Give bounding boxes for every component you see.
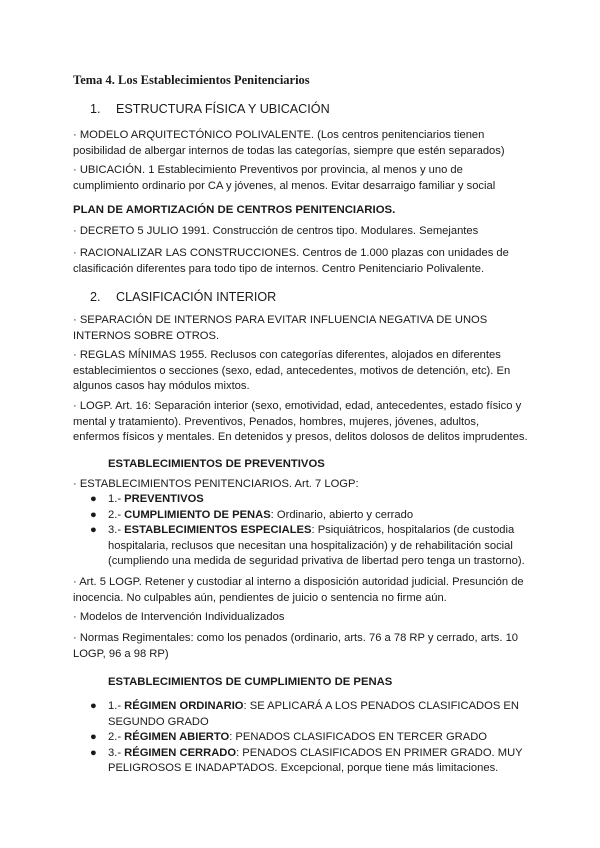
section-heading-1 [73, 102, 528, 118]
list-item: ● 3.- RÉGIMEN CERRADO: PENADOS CLASIFICADOS EN PRIMER GRADO. MUY PELIGROSOS E INADAPTADOS. Excepcional, porque tiene más limitaciones. [90, 746, 523, 775]
preventivos-heading: ESTABLECIMIENTOS DE PREVENTIVOS [108, 458, 325, 470]
list-item: ● 2.- RÉGIMEN ABIERTO: PENADOS CLASIFICADOS EN TERCER GRADO [73, 730, 528, 746]
paragraph-ubicacion: · UBICACIÓN. 1 Establecimiento Preventivos por provincia, al menos y uno de cumplimiento ordinario por CA y jóvenes, al menos. Evitar desarraigo familiar y social [73, 164, 496, 192]
paragraph-reglas: · REGLAS MÍNIMAS 1955. Reclusos con categorías diferentes, alojados en diferentes establecimientos o secciones (sexo, edad, antecedentes, motivos de detención, etc). En algunos casos hay módulos mixtos. [73, 349, 511, 393]
bullet-icon: ● [90, 700, 97, 712]
paragraph-logp16: · LOGP. Art. 16: Separación interior (sexo, emotividad, edad, antecedentes, estado físico y mental y tratamiento). Preventivos, Penados, hombres, mujeres, jóvenes, adultos, enfermos físicos y mentales. En detenidos y presos, delitos dolosos de delitos imprudentes. [73, 400, 528, 444]
establishment-type-list [73, 492, 528, 570]
section-title: ESTRUCTURA FÍSICA Y UBICACIÓN [116, 102, 330, 116]
section-title: CLASIFICACIÓN INTERIOR [116, 290, 277, 304]
bullet-icon: ● [90, 508, 97, 521]
bullet-icon: ● [90, 493, 97, 505]
list-item: ● 2.- CUMPLIMIENTO DE PENAS: Ordinario, abierto y cerrado [73, 508, 528, 524]
list-item: ● 1.- PREVENTIVOS [73, 492, 528, 508]
paragraph-art7: · ESTABLECIMIENTOS PENITENCIARIOS. Art. 7 LOGP: [73, 478, 359, 490]
bullet-icon: ● [90, 731, 97, 744]
paragraph-separacion: · SEPARACIÓN DE INTERNOS PARA EVITAR INFLUENCIA NEGATIVA DE UNOS INTERNOS SOBRE OTROS. [73, 314, 488, 342]
cumplimiento-heading: ESTABLECIMIENTOS DE CUMPLIMIENTO DE PENAS [108, 676, 393, 688]
paragraph-normas: · Normas Regimentales: como los penados (ordinario, arts. 76 a 78 RP y cerrado, arts. 10 LOGP, 96 a 98 RP) [73, 632, 519, 660]
plan-heading: PLAN DE AMORTIZACIÓN DE CENTROS PENITENCIARIOS. [73, 204, 396, 216]
regimen-list [73, 699, 528, 777]
paragraph-modelo: · MODELO ARQUITECTÓNICO POLIVALENTE. (Los centros penitenciarios tienen posibilidad de albergar internos de todas las categorías, siempre que estén separados) [73, 129, 505, 157]
list-item: ● 1.- RÉGIMEN ORDINARIO: SE APLICARÁ A LOS PENADOS CLASIFICADOS EN SEGUNDO GRADO [90, 700, 519, 728]
paragraph-modelos: · Modelos de Intervención Individualizados [73, 611, 285, 623]
paragraph-art5: · Art. 5 LOGP. Retener y custodiar al interno a disposición autoridad judicial. Presunción de inocencia. No culpables aún, pendientes de juicio o sentencia no firme aún. [73, 576, 524, 604]
bullet-icon: ● [90, 524, 97, 537]
section-heading-2 [73, 290, 528, 306]
bullet-icon: ● [90, 746, 97, 759]
document-title: Tema 4. Los Establecimientos Penitenciarios [73, 73, 310, 87]
section-number: 2. [90, 290, 101, 304]
list-item: ● 3.- ESTABLECIMIENTOS ESPECIALES: Psiquiátricos, hospitalarios (de custodia hospitalaria, reclusos que necesitan una hospitalización) y de rehabilitación social (cumpliendo una medida de seguridad privativa de libertad pero tenga un trastorno). [90, 524, 525, 568]
section-number: 1. [90, 102, 101, 116]
paragraph-decreto: · DECRETO 5 JULIO 1991. Construcción de centros tipo. Modulares. Semejantes [73, 225, 479, 237]
paragraph-racionalizar: · RACIONALIZAR LAS CONSTRUCCIONES. Centros de 1.000 plazas con unidades de clasificación diferentes para todo tipo de internos. Centro Penitenciario Polivalente. [73, 247, 509, 275]
